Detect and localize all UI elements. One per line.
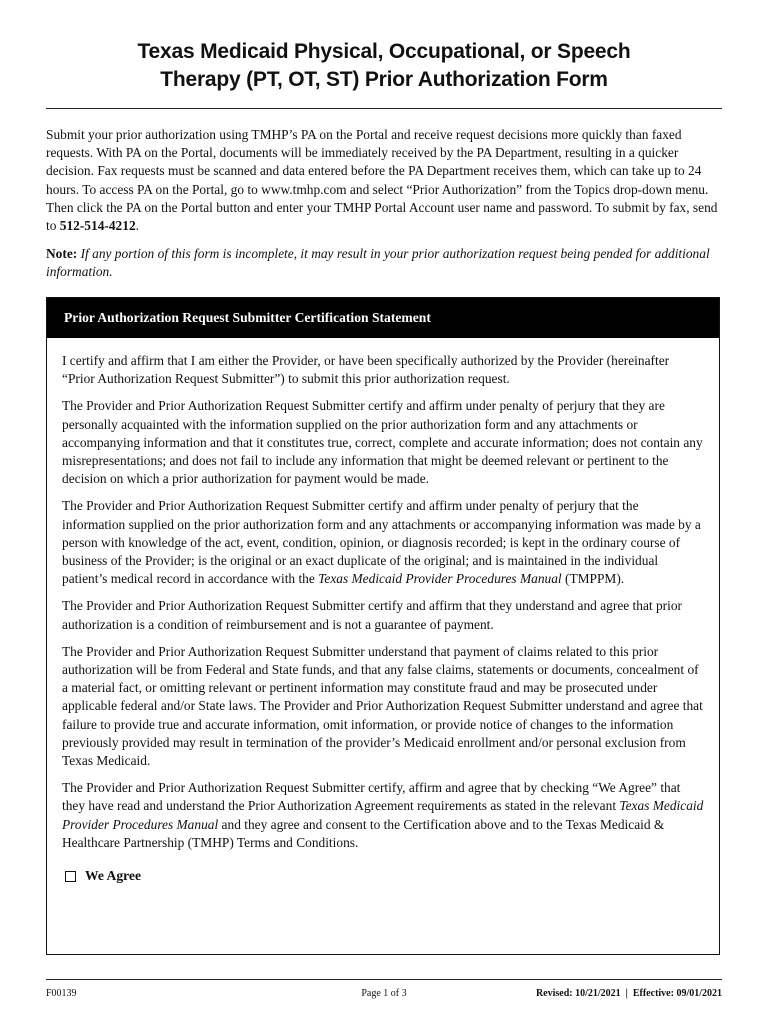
intro-text: Submit your prior authorization using TMHP’s PA on the Portal and receive request decisions more quickly than faxed requests. With PA on the Portal, documents will be immediately received by the PA Department, resulting in a quicker decision. Fax requests must be scanned and data entered before the PA Department receives them, which can take up to 24 hours. To access PA on the Portal, go to www.tmhp.com and select “Prior Authorization” from the Topics drop-down menu. Then click the PA on the Portal button and enter your TMHP Portal Account user name and password. To submit by fax, send to bbox=[46, 127, 718, 234]
certification-paragraph-6 bbox=[62, 779, 705, 852]
fax-number: 512-514-4212 bbox=[59, 218, 136, 234]
p3-end: (TMPPM). bbox=[561, 571, 625, 587]
note-label: Note: bbox=[46, 246, 78, 261]
certification-paragraph-2: The Provider and Prior Authorization Request Submitter certify and affirm under penalty of perjury that they are personally acquainted with the information supplied on the prior authorization form and any attachments or accompanying information and that it constitutes true, correct, complete and accurate information; does not contain any misrepresentations; and does not fail to include any information that might be deemed relevant or pertinent to the decision on which a prior authorization for payment would be made. bbox=[62, 398, 703, 487]
certification-body bbox=[47, 338, 719, 884]
form-title bbox=[40, 38, 728, 94]
title-divider bbox=[46, 108, 722, 109]
certification-section bbox=[46, 297, 720, 955]
p3-manual-title: Texas Medicaid Provider Procedures Manual bbox=[318, 571, 562, 587]
we-agree-row[interactable] bbox=[62, 868, 705, 884]
form-id: F00139 bbox=[46, 988, 77, 999]
p6-manual-title: Texas Medicaid Provider Procedures Manual bbox=[62, 798, 704, 832]
form-title-line1: Texas Medicaid Physical, Occupational, or Speech bbox=[137, 40, 631, 63]
page-number: Page 1 of 3 bbox=[361, 988, 407, 999]
footer-divider bbox=[46, 979, 722, 980]
certification-header: Prior Authorization Request Submitter Certification Statement bbox=[47, 298, 719, 338]
note-text: If any portion of this form is incomplete, it may result in your prior authorization request being pended for additional information. bbox=[46, 246, 710, 280]
we-agree-label[interactable]: We Agree bbox=[85, 868, 141, 884]
certification-paragraph-3 bbox=[62, 497, 705, 588]
we-agree-checkbox[interactable] bbox=[65, 871, 76, 882]
form-title-line2: Therapy (PT, OT, ST) Prior Authorization Form bbox=[160, 68, 608, 91]
note-paragraph bbox=[46, 245, 722, 281]
p6-text: The Provider and Prior Authorization Request Submitter certify, affirm and agree that by checking “We Agree” that they have read and understand the Prior Authorization Agreement requirements as stated in the relevant bbox=[62, 780, 681, 814]
certification-paragraph-1: I certify and affirm that I am either the Provider, or have been specifically authorized by the Provider (hereinafter “Prior Authorization Request Submitter”) to submit this prior authorization request. bbox=[62, 353, 670, 387]
revision-date: Revised: 10/21/2021 | Effective: 09/01/2021 bbox=[535, 988, 722, 999]
p3-text: The Provider and Prior Authorization Request Submitter certify and affirm under penalty of perjury that the information supplied on the prior authorization form and any attachments or accompanying information was made by a person with knowledge of the act, event, condition, opinion, or diagnosis recorded; is kept in the ordinary course of business of the Provider; is the original or an exact duplicate of the original; and is maintained in the individual patient’s medical record in accordance with the bbox=[62, 498, 701, 587]
intro-end: . bbox=[135, 218, 139, 234]
certification-paragraph-4: The Provider and Prior Authorization Request Submitter certify and affirm that they understand and agree that prior authorization is a condition of reimbursement and is not a guarantee of payment. bbox=[62, 598, 683, 632]
certification-paragraph-5: The Provider and Prior Authorization Request Submitter understand that payment of claims related to this prior authorization will be from Federal and State funds, and that any false claims, statements or documents, concealment of a material fact, or omitting relevant or pertinent information may constitute fraud and may be prosecuted under applicable federal and/or State laws. The Provider and Prior Authorization Request Submitter understand and agree that failure to provide true and accurate information, omit information, or provide notice of changes to the information previously provided may result in termination of the provider’s Medicaid enrollment and/or personal exclusion from Texas Medicaid. bbox=[62, 643, 703, 769]
intro-paragraph bbox=[46, 126, 722, 235]
p6-end: and they agree and consent to the Certification above and to the Texas Medicaid & Healthcare Partnership (TMHP) Terms and Conditions. bbox=[62, 816, 665, 850]
